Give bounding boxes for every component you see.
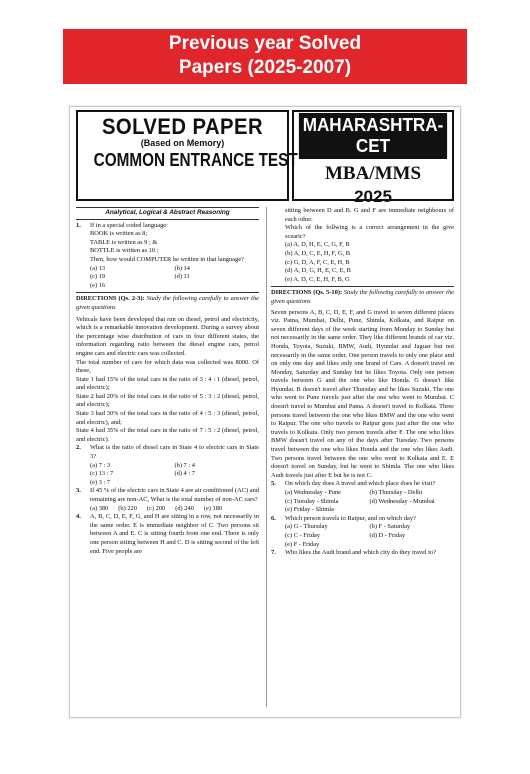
option: (b) A, D, C, E, H, F, G, B <box>285 249 350 257</box>
option: (b) 220 <box>118 504 137 512</box>
section-title: Analytical, Logical & Abstract Reasoning <box>76 207 259 220</box>
banner-line-1: Previous year Solved <box>168 33 362 54</box>
passage-paragraph: Seven persons A, B, C, D, E, F, and G travel to seven different places viz. Patna, Mumbai, Delhi, Pune, Shimla, Kolkata, and Raipur on seven different days of the week starting from Monday to Sunday but not necessarily in the same order. They like different brands of car viz. Honda, Toyota, Suzuki, BMW, Audi, Hyundai and Jaguar but not necessarily in the same order. One person travels to only one place and on only one day and likes only one brand of Cars. A doesn't travel on Monday, Saturday and Sunday but he likes Toyota. Only one person travels between G and the one who like Honda. G doesn't like Hyundai. B doesn't travel after Thursday and he likes Suzuki. The one who went to Pune travels just after the one who went to Mumbai. C doesn't travel to Mumbai and Patna. A doesn't travel to Kolkata. Three persons travel between the one who likes BMW and the one who went to Raipur. The one who travels to Raipur goes just after the one who travels to Kolkata. Only two person travels after F. The one who likes BMW doesn't travel on any of the days after Tuesday. Two persons travel between the one who likes Honda and the one who likes Audi. Two persons travel between the one who went to Kolkata and E. E doesn't travel on Sunday, but he went to Shimla. The one who likes Audi travels just after E but he is not C. <box>271 308 454 479</box>
option: (a) 7 : 3 <box>90 461 111 469</box>
question-2-options <box>76 462 259 488</box>
option: (a) Wednesday - Pune <box>285 489 341 496</box>
option: (d) 11 <box>174 273 190 281</box>
right-column <box>271 207 454 558</box>
option: (e) F - Friday <box>285 540 320 548</box>
exam-year: 2025 <box>354 187 392 206</box>
question-text: Who likes the Audi brand and which city do they travel to? <box>285 549 437 557</box>
header-right-box <box>292 110 454 206</box>
column-divider <box>266 207 267 707</box>
option: (c) 13 : 7 <box>90 470 114 478</box>
passage-paragraph: The total number of cars for which data was collected was 8000. Of these, <box>76 358 259 375</box>
option: (c) 200 <box>146 504 166 512</box>
directions-text: Study the following carefully to answer the given questions <box>76 295 259 311</box>
question-number: 4. <box>76 513 81 521</box>
option: (d) 240 <box>175 504 194 512</box>
question-4 <box>76 513 259 556</box>
question-text: If 45 % of the electric cars in State 4 are air conditioned (AC) and remaining are non-AC, What is the total number of non-AC cars? <box>90 487 259 503</box>
passage-paragraph: Vehicals have been developed that run on diesel, petrol and electricity, which is a remarkable innovation development. During a survey about the percentage wise distribution of cars in four different states, the information regarding ratio between the diesel engine cars, petrol engine cars and electric cars was collected. <box>76 315 259 357</box>
option: (a) A, D, H, E, C, G, F, B <box>285 241 350 249</box>
memory-note: (Based on Memory) <box>140 138 225 148</box>
option: (e) A, D, C, E, H, F, B, G <box>285 275 350 283</box>
left-column <box>76 207 259 556</box>
question-3-options <box>76 505 259 514</box>
code-line-4: Then, how would COMPUTER be written in that language? <box>90 255 244 263</box>
option: (e) 180 <box>203 504 223 512</box>
option: (c) Tuesday - Shimla <box>285 497 339 505</box>
header-left-box <box>76 110 298 201</box>
question-5 <box>271 480 454 489</box>
option: (c) 19 <box>90 273 106 281</box>
option: (b) 7 : 4 <box>174 461 195 469</box>
question-text: On which day does A travel and which place does he visit? <box>285 480 436 488</box>
option: (d) A, D, G, H, E, C, E, B <box>285 267 351 275</box>
option: (b) Thursday - Delhi <box>369 489 423 496</box>
question-1 <box>76 222 259 231</box>
question-text: Which person travels to Raipur, and on which day? <box>285 514 416 522</box>
question-number: 7. <box>271 549 276 557</box>
question-3 <box>76 487 259 504</box>
directions-5-10 <box>271 286 454 306</box>
directions-text: Study the following carefully to answer the given questions <box>271 289 454 305</box>
question-text: If in a special coded language: <box>90 221 168 229</box>
question-7 <box>271 549 454 558</box>
question-number: 5. <box>271 480 276 488</box>
passage-paragraph: State 2 had 20% of the total cars in the ratio of 5 : 3 : 2 (diesel, petrol, and electric); <box>76 392 259 409</box>
banner-line-2: Papers (2025-2007) <box>178 57 352 78</box>
question-6 <box>271 515 454 524</box>
option: (b) F - Saturday <box>369 523 411 531</box>
question-number: 1. <box>76 221 81 229</box>
question-6-options <box>271 523 454 549</box>
exam-name: COMMON ENTRANCE TEST <box>93 150 298 170</box>
question-text: A, B, C, D, E, F, G, and H are sitting in a row, not necessarily in the same order. E is immediate neighbor of C. Two persons sit between A and E. C is sitting fourth from one end. There is only one person sitting between H and C. D is sitting second of the left end. Five people are <box>90 513 259 555</box>
question-number: 2. <box>76 444 81 452</box>
directions-label: DIRECTIONS (Qs. 5-10): <box>271 289 343 297</box>
code-line-2: TABLE is written as 9 ; & <box>90 238 158 246</box>
option: (c) G, D, A, F, C, E, H, B <box>285 258 350 266</box>
option: (a) G - Thursday <box>285 523 328 531</box>
course-name: MBA/MMS <box>324 163 422 184</box>
question-4-options <box>271 241 454 284</box>
question-number: 3. <box>76 487 81 495</box>
option: (d) Wednesday - Mumbai <box>369 497 435 505</box>
option: (e) 16 <box>90 281 106 289</box>
option: (a) 13 <box>90 264 106 272</box>
passage-paragraph: State 4 had 35% of the total cars in the ratio of 7 : 5 : 2 (diesel, petrol, and electric). <box>76 427 259 443</box>
question-2 <box>76 444 259 461</box>
option: (d) D - Friday <box>369 531 406 539</box>
option: (b) 14 <box>174 264 190 272</box>
paper-page <box>69 106 461 718</box>
question-4-prompt: Which of the follwing is a correct arrangement in the give scearic? <box>285 224 454 240</box>
code-line-3: BOTTLE is written as 10 ; <box>90 247 159 255</box>
option: (c) C - Friday <box>285 531 320 539</box>
question-4-continued: sitting between D and B. G and F are immediate neighbours of each other. <box>285 207 454 223</box>
question-text: What is the ratio of diesel cars in State 4 to electric cars in State 3? <box>90 444 259 461</box>
option: (d) 4 : 7 <box>174 470 195 478</box>
option: (e) Friday - Shimla <box>285 506 334 514</box>
passage-paragraph: State 1 had 15% of the total cars in the ratio of 3 : 4 : 1 (diesel, petrol, and electric); <box>76 375 259 392</box>
option: (a) 380 <box>90 504 109 512</box>
question-5-options <box>271 489 454 515</box>
directions-label: DIRECTIONS (Qs. 2-3): <box>76 295 145 303</box>
code-line-1: BOOK is written as 8; <box>90 230 148 238</box>
banner <box>63 29 467 84</box>
directions-2-3 <box>76 292 259 312</box>
question-1-options <box>76 265 259 291</box>
option: (e) 3 : 7 <box>90 478 111 486</box>
solved-paper-title: SOLVED PAPER <box>101 114 264 139</box>
state-exam-title: MAHARASHTRA-CET <box>299 113 447 159</box>
passage-paragraph: State 3 had 30% of the total cars in the ratio of 4 : 5 : 3 (diesel, petrol, and electric), and; <box>76 410 259 426</box>
question-number: 6. <box>271 514 276 522</box>
